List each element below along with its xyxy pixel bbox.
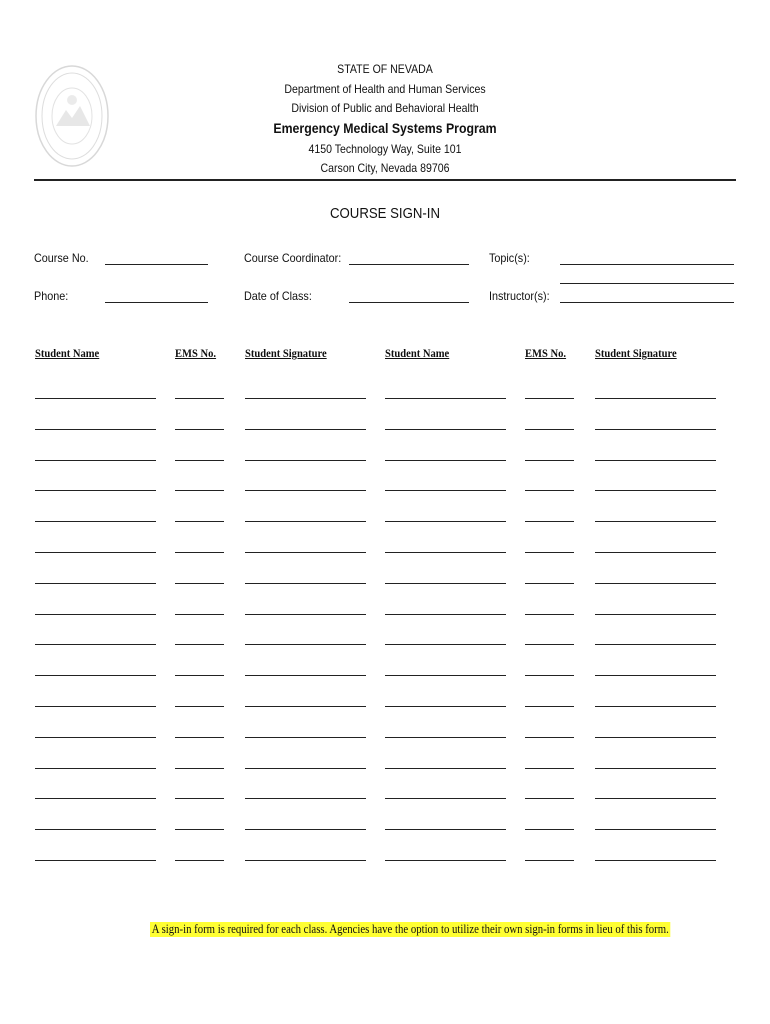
division-name: Division of Public and Behavioral Health bbox=[291, 101, 479, 115]
student-name-line-left[interactable] bbox=[35, 583, 156, 584]
student-signature-line-right[interactable] bbox=[595, 552, 716, 553]
student-name-line-left[interactable] bbox=[35, 737, 156, 738]
ems-no-line-right[interactable] bbox=[525, 675, 574, 676]
student-name-line-right[interactable] bbox=[385, 644, 506, 645]
ems-no-line-left[interactable] bbox=[175, 460, 224, 461]
course-coordinator-label: Course Coordinator: bbox=[244, 251, 342, 265]
student-signature-line-left[interactable] bbox=[245, 521, 366, 522]
ems-no-line-right[interactable] bbox=[525, 768, 574, 769]
student-signature-line-right[interactable] bbox=[595, 521, 716, 522]
student-name-line-left[interactable] bbox=[35, 675, 156, 676]
student-name-line-left[interactable] bbox=[35, 798, 156, 799]
student-name-line-right[interactable] bbox=[385, 768, 506, 769]
ems-no-line-right[interactable] bbox=[525, 614, 574, 615]
ems-no-line-right[interactable] bbox=[525, 860, 574, 861]
student-name-line-left[interactable] bbox=[35, 460, 156, 461]
ems-no-line-right[interactable] bbox=[525, 706, 574, 707]
student-signature-line-left[interactable] bbox=[245, 798, 366, 799]
student-signature-line-left[interactable] bbox=[245, 583, 366, 584]
program-name: Emergency Medical Systems Program bbox=[273, 120, 497, 136]
student-signature-line-right[interactable] bbox=[595, 614, 716, 615]
state-name: STATE OF NEVADA bbox=[337, 62, 433, 76]
ems-no-line-left[interactable] bbox=[175, 768, 224, 769]
student-signature-line-left[interactable] bbox=[245, 737, 366, 738]
student-signature-line-right[interactable] bbox=[595, 644, 716, 645]
student-signature-line-right[interactable] bbox=[595, 829, 716, 830]
student-name-line-right[interactable] bbox=[385, 829, 506, 830]
student-name-line-right[interactable] bbox=[385, 737, 506, 738]
ems-no-line-right[interactable] bbox=[525, 798, 574, 799]
course-no-label: Course No. bbox=[34, 251, 89, 265]
topics-field-line-2[interactable] bbox=[560, 283, 734, 284]
student-name-line-left[interactable] bbox=[35, 829, 156, 830]
ems-no-line-right[interactable] bbox=[525, 521, 574, 522]
student-signature-line-left[interactable] bbox=[245, 398, 366, 399]
student-name-line-right[interactable] bbox=[385, 798, 506, 799]
ems-no-line-right[interactable] bbox=[525, 737, 574, 738]
student-name-line-right[interactable] bbox=[385, 860, 506, 861]
date-of-class-label: Date of Class: bbox=[244, 289, 312, 303]
student-name-line-left[interactable] bbox=[35, 429, 156, 430]
course-coordinator-field[interactable] bbox=[349, 264, 469, 265]
ems-no-line-right[interactable] bbox=[525, 429, 574, 430]
ems-no-line-right[interactable] bbox=[525, 583, 574, 584]
instructors-field[interactable] bbox=[560, 302, 734, 303]
student-signature-line-left[interactable] bbox=[245, 768, 366, 769]
student-signature-line-left[interactable] bbox=[245, 829, 366, 830]
instructors-label: Instructor(s): bbox=[489, 289, 550, 303]
student-name-line-right[interactable] bbox=[385, 460, 506, 461]
ems-no-line-right[interactable] bbox=[525, 460, 574, 461]
student-name-line-left[interactable] bbox=[35, 552, 156, 553]
student-signature-line-left[interactable] bbox=[245, 614, 366, 615]
student-signature-line-left[interactable] bbox=[245, 644, 366, 645]
student-name-line-left[interactable] bbox=[35, 644, 156, 645]
course-no-field[interactable] bbox=[105, 264, 208, 265]
ems-no-line-left[interactable] bbox=[175, 552, 224, 553]
student-name-line-right[interactable] bbox=[385, 521, 506, 522]
student-name-header-left: Student Name bbox=[35, 346, 100, 360]
address-line-2: Carson City, Nevada 89706 bbox=[320, 161, 450, 175]
ems-no-line-left[interactable] bbox=[175, 675, 224, 676]
student-signature-line-right[interactable] bbox=[595, 798, 716, 799]
student-signature-line-right[interactable] bbox=[595, 398, 716, 399]
sign-in-notice: A sign-in form is required for each class. Agencies have the option to utilize their own sign-in forms in lieu of this form. bbox=[151, 922, 669, 936]
student-signature-line-right[interactable] bbox=[595, 737, 716, 738]
student-signature-line-right[interactable] bbox=[595, 706, 716, 707]
ems-no-line-left[interactable] bbox=[175, 429, 224, 430]
student-signature-line-right[interactable] bbox=[595, 768, 716, 769]
ems-no-line-right[interactable] bbox=[525, 829, 574, 830]
student-signature-line-right[interactable] bbox=[595, 583, 716, 584]
student-name-line-right[interactable] bbox=[385, 490, 506, 491]
student-name-line-left[interactable] bbox=[35, 490, 156, 491]
student-signature-line-left[interactable] bbox=[245, 860, 366, 861]
student-signature-header-left: Student Signature bbox=[245, 346, 327, 360]
ems-no-line-left[interactable] bbox=[175, 398, 224, 399]
date-of-class-field[interactable] bbox=[349, 302, 469, 303]
student-name-line-left[interactable] bbox=[35, 860, 156, 861]
ems-no-line-right[interactable] bbox=[525, 398, 574, 399]
student-signature-line-right[interactable] bbox=[595, 429, 716, 430]
student-signature-header-right: Student Signature bbox=[595, 346, 677, 360]
student-signature-line-left[interactable] bbox=[245, 460, 366, 461]
student-name-line-right[interactable] bbox=[385, 398, 506, 399]
student-signature-line-left[interactable] bbox=[245, 552, 366, 553]
ems-no-line-left[interactable] bbox=[175, 737, 224, 738]
student-signature-line-left[interactable] bbox=[245, 429, 366, 430]
ems-no-line-left[interactable] bbox=[175, 829, 224, 830]
student-name-header-right: Student Name bbox=[385, 346, 450, 360]
ems-no-line-left[interactable] bbox=[175, 490, 224, 491]
student-name-line-left[interactable] bbox=[35, 398, 156, 399]
ems-no-line-right[interactable] bbox=[525, 490, 574, 491]
student-signature-line-right[interactable] bbox=[595, 490, 716, 491]
phone-field[interactable] bbox=[105, 302, 208, 303]
student-signature-line-right[interactable] bbox=[595, 460, 716, 461]
ems-no-line-left[interactable] bbox=[175, 798, 224, 799]
department-name: Department of Health and Human Services bbox=[284, 82, 486, 96]
student-signature-line-right[interactable] bbox=[595, 675, 716, 676]
header-divider bbox=[34, 179, 736, 181]
phone-label: Phone: bbox=[34, 289, 69, 303]
topics-field[interactable] bbox=[560, 264, 734, 265]
topics-label: Topic(s): bbox=[489, 251, 530, 265]
student-signature-line-right[interactable] bbox=[595, 860, 716, 861]
ems-no-line-left[interactable] bbox=[175, 860, 224, 861]
ems-no-line-left[interactable] bbox=[175, 644, 224, 645]
ems-no-line-left[interactable] bbox=[175, 583, 224, 584]
student-name-line-right[interactable] bbox=[385, 614, 506, 615]
ems-no-line-left[interactable] bbox=[175, 614, 224, 615]
ems-no-line-left[interactable] bbox=[175, 521, 224, 522]
student-name-line-left[interactable] bbox=[35, 706, 156, 707]
student-name-line-right[interactable] bbox=[385, 706, 506, 707]
student-name-line-right[interactable] bbox=[385, 552, 506, 553]
student-name-line-right[interactable] bbox=[385, 429, 506, 430]
student-name-line-left[interactable] bbox=[35, 521, 156, 522]
ems-no-line-left[interactable] bbox=[175, 706, 224, 707]
ems-no-line-right[interactable] bbox=[525, 644, 574, 645]
ems-no-line-right[interactable] bbox=[525, 552, 574, 553]
student-name-line-right[interactable] bbox=[385, 583, 506, 584]
student-signature-line-left[interactable] bbox=[245, 706, 366, 707]
address-line-1: 4150 Technology Way, Suite 101 bbox=[308, 142, 462, 156]
ems-no-header-left: EMS No. bbox=[175, 346, 217, 360]
form-title: COURSE SIGN-IN bbox=[329, 205, 440, 222]
student-name-line-left[interactable] bbox=[35, 768, 156, 769]
student-name-line-left[interactable] bbox=[35, 614, 156, 615]
student-signature-line-left[interactable] bbox=[245, 490, 366, 491]
student-signature-line-left[interactable] bbox=[245, 675, 366, 676]
ems-no-header-right: EMS No. bbox=[525, 346, 567, 360]
student-name-line-right[interactable] bbox=[385, 675, 506, 676]
